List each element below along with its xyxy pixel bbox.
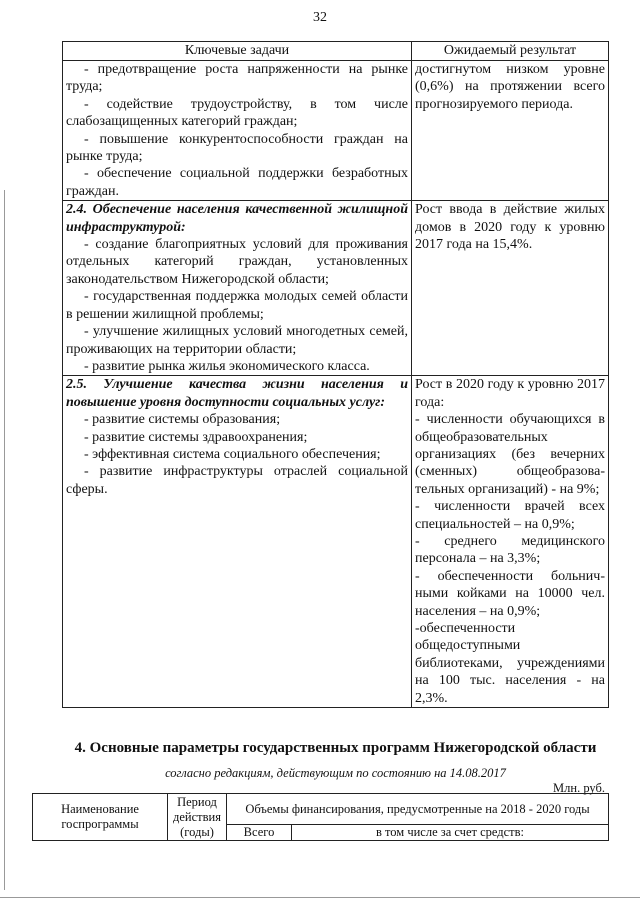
edition-note: согласно редакциям, действующим по состоянию на 14.08.2017 <box>165 766 506 780</box>
result-item: - численности врачей всех специальностей – на 0,9%; <box>415 499 605 532</box>
result-item: - численности обучающихся в общеобразовательных организациях (без вечерних (сменных) общеобразова-тельных организаций) - на 9%; <box>415 412 605 497</box>
section-title: 2.5. Улучшение качества жизни населения и повышение уровня доступности социальных услуг: <box>66 377 408 410</box>
results-cell <box>412 201 609 376</box>
tasks-results-table <box>62 41 609 708</box>
result-item: - среднего медицинского персонала – на 3,3%; <box>415 533 605 567</box>
header-total: Всего <box>227 825 292 841</box>
table-header-row <box>63 42 609 61</box>
task-item: - эффективная система социального обеспечения; <box>84 446 381 462</box>
results-cell <box>412 61 609 201</box>
task-item: - создание благоприятных условий для проживания отдельных категорий граждан, установленных законодательством Нижегородской области; <box>66 237 408 287</box>
header-expected-result: Ожидаемый результат <box>412 42 609 61</box>
task-item: - развитие инфраструктуры отраслей социальной сферы. <box>66 464 408 497</box>
task-item: - государственная поддержка молодых семей области в решении жилищной проблемы; <box>66 289 408 322</box>
header-period: Период действия (годы) <box>168 794 227 841</box>
tasks-cell <box>63 61 412 201</box>
section-heading: 4. Основные параметры государственных программ Нижегородской области <box>74 740 597 756</box>
task-item: - развитие системы образования; <box>84 412 281 428</box>
result-item: Рост ввода в действие жилых домов в 2020 году к уровню 2017 года на 15,4%. <box>415 202 605 253</box>
bottom-edge <box>0 897 640 898</box>
header-sources: в том числе за счет средств: <box>292 825 609 841</box>
result-item: - обеспеченности больнич-ными койками на 10000 чел. населения – на 0,9%; <box>415 568 605 619</box>
task-item: - предотвращение роста напряженности на рынке труда; <box>66 62 408 95</box>
units-label: Млн. руб. <box>553 781 605 795</box>
task-item: - улучшение жилищных условий многодетных семей, проживающих на территории области; <box>66 324 408 357</box>
task-item: - развитие системы здравоохранения; <box>84 429 308 445</box>
tasks-cell <box>63 376 412 708</box>
table-row <box>63 376 609 708</box>
task-item: - развитие рынка жилья экономического класса. <box>84 358 370 374</box>
header-program-name: Наименование госпрограммы <box>33 794 168 841</box>
result-item: -обеспеченности общедоступными библиотеками, учреждениями на 100 тыс. населения - на 2,3%. <box>415 621 605 706</box>
binding-edge <box>4 190 5 890</box>
table-row <box>63 61 609 201</box>
result-item: Рост в 2020 году к уровню 2017 года: <box>415 377 605 410</box>
results-cell <box>412 376 609 708</box>
header-funding: Объемы финансирования, предусмотренные на 2018 - 2020 годы <box>227 794 609 825</box>
table-row <box>63 201 609 376</box>
task-item: - повышение конкурентоспособности граждан на рынке труда; <box>66 131 408 165</box>
result-item: достигнутом низком уровне (0,6%) на протяжении всего прогнозируемого периода. <box>415 62 605 112</box>
table-row <box>33 794 609 825</box>
task-item: - обеспечение социальной поддержки безработных граждан. <box>66 166 408 199</box>
section-title: 2.4. Обеспечение населения качественной жилищной инфраструктурой: <box>66 202 408 235</box>
programs-table <box>32 793 609 841</box>
header-key-tasks: Ключевые задачи <box>63 42 412 61</box>
tasks-cell <box>63 201 412 376</box>
page-number: 32 <box>313 10 327 25</box>
task-item: - содействие трудоустройству, в том числе слабозащищенных категорий граждан; <box>66 96 408 130</box>
